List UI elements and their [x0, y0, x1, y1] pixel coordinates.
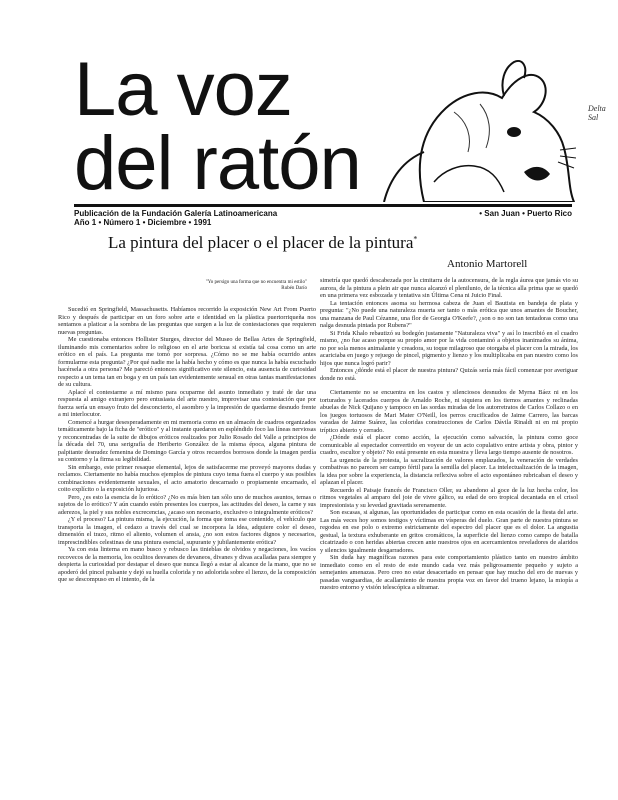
paragraph: Entonces ¿dónde está el placer de nuestra pintura? Quizás sería más fácil comenzar por averiguar donde no está.	[320, 367, 578, 382]
paragraph: Son escasas, si algunas, las oportunidades de participar como en esta ocasión de la fiesta del arte. Las más veces hoy somos testigos y víctimas en vísperas del duelo. Gran parte de nuestra pintura se regodea en ese polo o extremo estrictamente del espectro del placer que es el dolor. La angustia gestual, la textura exhuberante en gritos cromáticos, la superficie del lienzo como campo de batalla cicatrizado o con heridas abiertas crecen ante nuestros ojos en acercamientos reveladores de alaridos y silencios igualmente desgarradores.	[320, 509, 578, 554]
paragraph: Pero, ¿es esto la esencia de lo erótico? ¿No es más bien tan sólo uno de muchos asuntos, temas o sujetos de lo erótico? Y aún cuando estén presentes los cuerpos, las actitudes del deseo, la carne y sus aderezos, la piel y sus nobles excrecencias, ¿acaso son necesario, exclusivo o integralmente eróticos?	[58, 493, 316, 516]
paragraph: Aplacé el contestarme a mí mismo para ocuparme del asunto inmediato y traté de dar una respuesta al amigo extranjero pero entusiasta del arte nuestro, improvisar una contestación que por fuerza sería un ensayo fruto del desconcierto, el asombro y la impresión de quedarme desnudo frente a mi interlocutor.	[58, 388, 316, 418]
paragraph: Sin duda hay magníficas razones para este comportamiento plástico tanto en nuestro ámbito inmediato como en el resto de este mundo cada vez más peligrosamente pequeño y sujeto a semejantes amenazas. Pero creo no estar desacertado en pensar que hay mucho del ero de nuevas y pasadas vanguardias, de acallamiento de nuestra propia voz en favor del trueno lejano, la miopía a nuestro entorno y visión telescópica a ultramar.	[320, 554, 578, 591]
publication-bar	[74, 204, 572, 227]
paragraph: Si Frida Khalo rebautizó su bodegón justamente "Naturaleza viva" y así lo inscribió en el cuadro mismo, ¿no fue acaso porque su propio amor por la vida contaminó a objetos inanimados su ánima, no por sola menos animalante y creadora, su toque milagroso que otorgaba el placer con la mirada, los acariciaba en juego y rejuego de pincel, pigmento y lienzo y los multiplicaba en pan nuestro como los hijos que nunca logró parir?	[320, 329, 578, 367]
paragraph: Me cuestionaba entonces Hollister Sturges, director del Museo de Bellas Artes de Springfield, iluminando mis comentarios sobre lo religioso en el arte boricua si existía tal cosa como un arte erótico en el país. La pregunta me tomó por sorpresa. ¿Cómo no se me había ocurrido antes formularme esta pregunta? ¿Por qué nadie me la había hecho y cómo es que nunca la había escuchado hacérsela a otra persona? Me pareció entonces significativo este silencio, esta ausencia de curiosidad respecto a un tema tan en boga y en un país tan evidentemente sensual en otras tantas manifestaciones de su cultura.	[58, 336, 316, 388]
epigraph	[132, 280, 307, 292]
article-column-left	[58, 306, 316, 584]
paragraph: Ya con esta linterna en mano busco y rebusco las tinieblas de olvidos y negaciones, los vacíos recovecos de la memoria, los oculitos desvanes de devaneos, divanes y divas acalladas para siempre y despierta la curiosidad por destapar el deseo que nunca llegó a estar al alcance de la mano, que no se apoderó del pincel pulsante y dejó su huella colorida y no adolorida sobre el lienzo, de la composición que se descompuso en el intento, de la	[58, 546, 316, 583]
paragraph: Sucedió en Springfield, Massachusetts. Habíamos recorrido la exposición New Art From Puerto Rico y después de participar en un foro sobre arte e identidad en la plástica puertorriqueña nos sentamos a platicar a la sombra de las preguntas que surgen a la luz de contestaciones que requieren nuevas preguntas.	[58, 306, 316, 336]
epigraph-quote: "Yo persigo una forma que no encuentra mi estilo"	[205, 280, 307, 285]
mouse-illustration	[364, 52, 576, 202]
paragraph: Ciertamente no se encuentra en los castos y silenciosos desnudos de Myrna Báez ni en los torturados y lacerados cuerpos de Arnaldo Roche, ni siquiera en los tiernos amantes y reclinadas abuelas de Nick Quijano y tampoco en las sordas miradas de los autorretratos de Carlos Collazo o en los juegos tortuosos de Mari Mater O'Neill, los perros crucificados de Jaime Carrero, las barcas varadas de Jaime Suárez, las coloridas construcciones de Carlos Dávila Rinaldi ni en mi propio tríptico abierto y cerrado.	[320, 389, 578, 434]
paragraph: La tentación entonces asoma su hermosa cabeza de Juan el Bautista en bandeja de plata y pregunta: "¿No puede una naturaleza muerta ser tanto o más erótica que unos amantes de Boucher, una manzana de Paul Cézanne, una flor de Georgia O'Keefe?, ¿son o no son tan tentadoras como una nalga desnuda pintada por Rubens?"	[320, 299, 578, 329]
paragraph: La urgencia de la protesta, la sacralización de valores emplazados, la veneración de verdades combativas no parecen ser campo fértil para la semilla del placer. La intelectualización de la imagen, la idea por sobre la experiencia, la distancia reflexiva sobre el acto espontáneo rubricaban el deseo y aplazan el placer.	[320, 456, 578, 486]
masthead	[74, 47, 606, 206]
publication-line2: Año 1 • Número 1 • Diciembre • 1991	[74, 218, 212, 227]
article-author: Antonio Martorell	[447, 258, 528, 270]
publication-line1: Publicación de la Fundación Galería Latinoamericana	[74, 209, 278, 218]
publication-info	[74, 209, 277, 227]
newspaper-title-line1: La voz	[74, 47, 292, 132]
paragraph: ¿Dónde está el placer como acción, la ejecución como salvación, la pintura como goce comunicable al espectador convertido en voyeur de un acto copulativo entre artista y obra, pintor y cuadro, escultor y objeto? No está presente en esta muestra y lleva largo tiempo ausente de nosotros.	[320, 434, 578, 456]
title-footnote-mark: *	[413, 234, 418, 244]
newspaper-title-line2: del ratón	[74, 121, 361, 206]
article-title	[108, 233, 417, 253]
publication-location: • San Juan • Puerto Rico	[479, 209, 572, 218]
paragraph: Sin embargo, este primer resaque elemental, lejos de satisfacerme me proveyó mayores dudas y reclamos. Ciertamente no había muchos ejemplos de pintura cuyo tema fuera el cuerpo y sus posibles combinaciones evidentemente sexuales, el acto amatorio descarnado o propiamente encarnado, el coito explícito o la exposición lujuriosa.	[58, 463, 316, 493]
article-column-right	[320, 277, 578, 592]
epigraph-source: Rubén Darío	[281, 286, 307, 291]
article-title-text: La pintura del placer o el placer de la pintura	[108, 233, 414, 252]
paragraph: Recuerdo el Paisaje francés de Francisco Oller, su abandono al goce de la luz hecha color, los ritmos vegetales al amparo del joie de vivre gálico, su edad de oro tropical decantada en el crisol impresionista y su levedad gravitada serenamente.	[320, 486, 578, 509]
paragraph: Comencé a hurgar desesperadamente en mi memoria como en un almacén de cuadros organizados temáticamente bajo la ficha de "erótico" y al instante quedaron en espléndido foco las líneas nerviosas y reconcentradas de la suite de dibujos eróticos realizados por Julio Rosado del Valle a principios de la década del 70, una serigrafía de Heriberto González de la misma época, alguna pintura de palpitante desnudez femenina de Domingo García y otros recuerdos borrosos donde la imagen perdía su contorno y la firma su legibilidad.	[58, 418, 316, 463]
paragraph: ¿Y el proceso? La pintura misma, la ejecución, la forma que toma ese contenido, el vehículo que transporta la imagen, el cedazo a través del cual se incorpora la idea, adquiere color el deseo, dimensión el trazo, ritmo el aliento, volumen el ansia, ¿no son estos factores dignos y necesarios, imprescindibles celestinas de una pintura esencial, supurante y jubilantemente erótica?	[58, 516, 316, 546]
artist-signature: Delta Sal	[588, 104, 606, 122]
paragraph: simetría que quedó descabezada por la cimitarra de la autocensura, de la regla áurea que jamás vio su aurora, de la pintura a plein air que nunca alcanzó el plenilunio, de la técnica alla prima que se quedó en una primera vez esbozada y tentativa sin Última Cena ni Juicio Final.	[320, 277, 578, 299]
